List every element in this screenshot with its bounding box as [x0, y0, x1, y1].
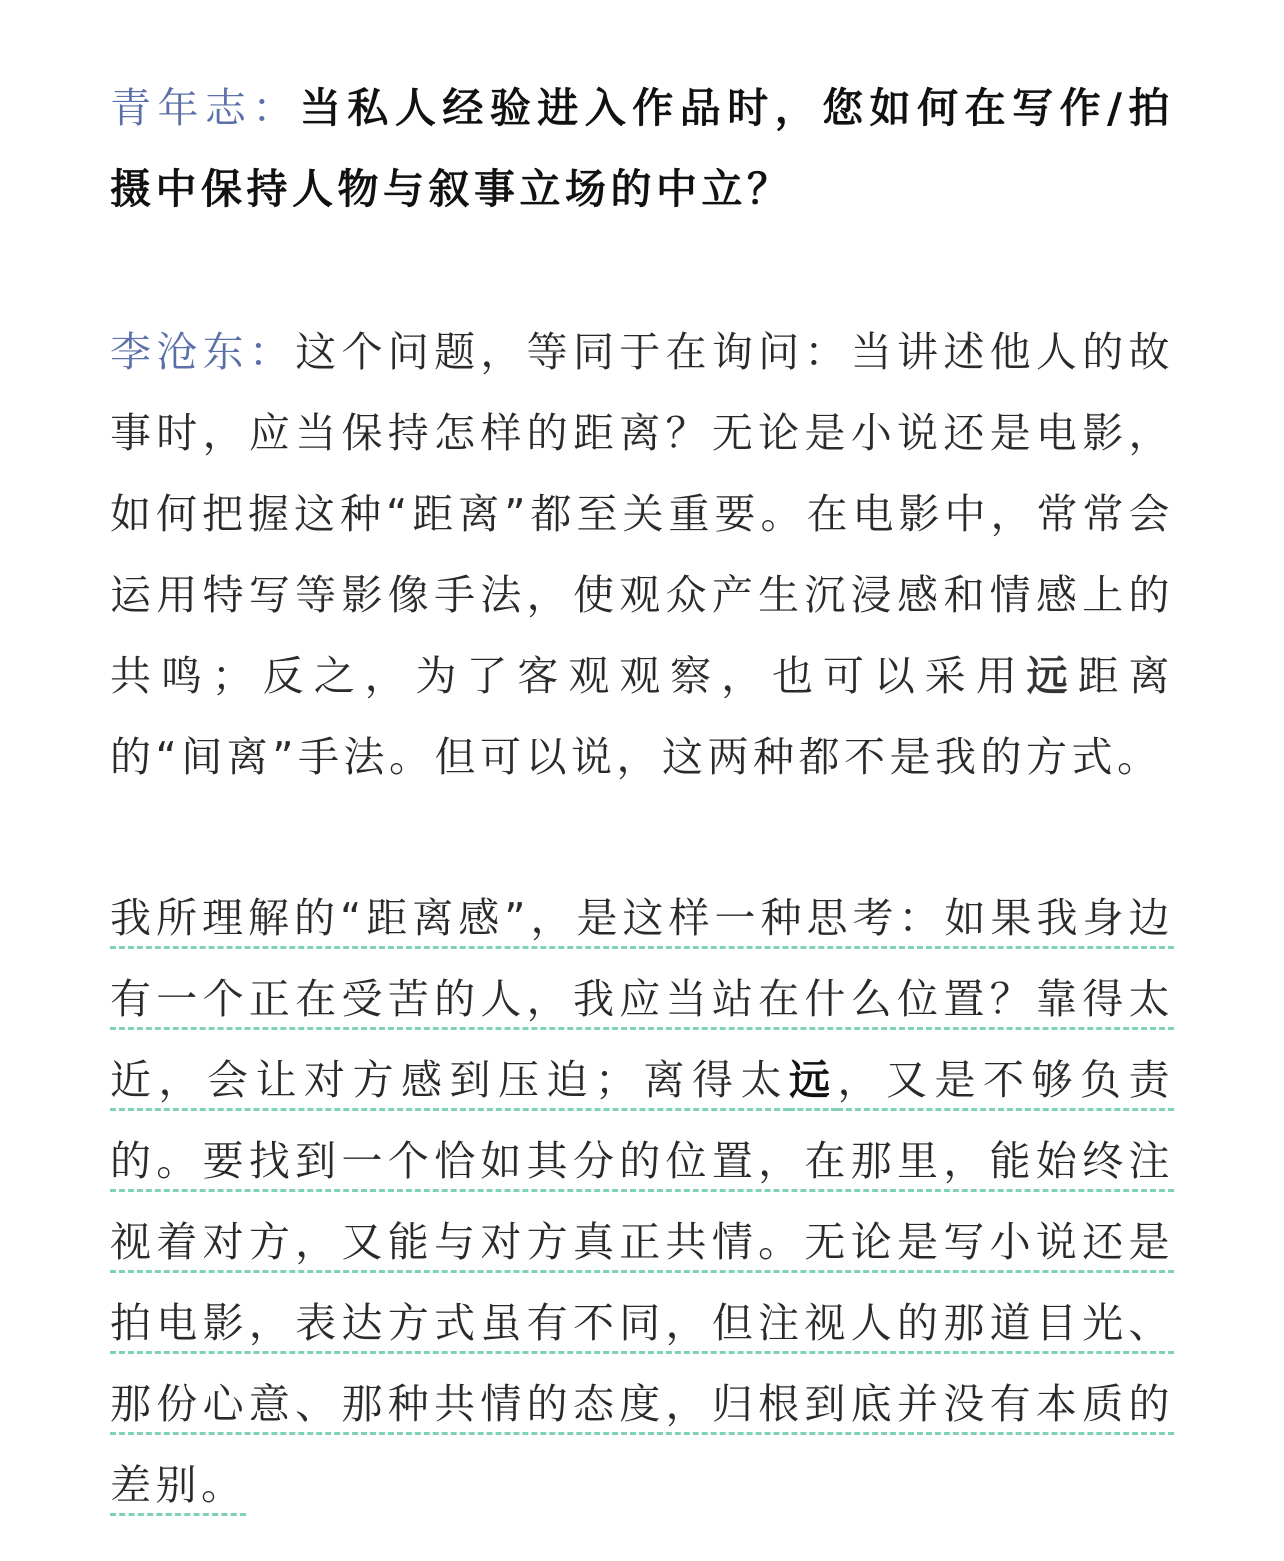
- question-paragraph: [110, 68, 1174, 230]
- highlighted-text-part2: ，又是不够负责的。要找到一个恰如其分的位置，在那里，能始终注视着对方，又能与对方真正共情。无论是写小说还是拍电影，表达方式虽有不同，但注视人的那道目光、那份心意、那种共情的态度，归根到底并没有本质的差别。: [110, 1056, 1174, 1509]
- answer-text-part2: 距离的“间离”手法。但可以说，这两种都不是我的方式。: [110, 652, 1175, 781]
- article-body: [110, 0, 1175, 1509]
- answer-emphasis: 远: [1026, 652, 1078, 700]
- question-text: 当私人经验进入作品时，您如何在写作/拍摄中保持人物与叙事立场的中立？: [110, 84, 1174, 213]
- highlighted-paragraph[interactable]: [110, 878, 1174, 1526]
- interviewer-label: 青年志：: [110, 84, 300, 132]
- answer-paragraph: [110, 312, 1174, 798]
- highlighted-emphasis: 远: [789, 1056, 838, 1104]
- highlighted-text-part1: 我所理解的“距离感”，是这样一种思考：如果我身边有一个正在受苦的人，我应当站在什么位置？靠得太近，会让对方感到压迫；离得太: [110, 894, 1174, 1104]
- answer-text-part1: 这个问题，等同于在询问：当讲述他人的故事时，应当保持怎样的距离？无论是小说还是电影，如何把握这种“距离”都至关重要。在电影中，常常会运用特写等影像手法，使观众产生沉浸感和情感上的共鸣；反之，为了客观观察，也可以采用: [110, 328, 1175, 700]
- interviewee-label: 李沧东：: [110, 328, 296, 376]
